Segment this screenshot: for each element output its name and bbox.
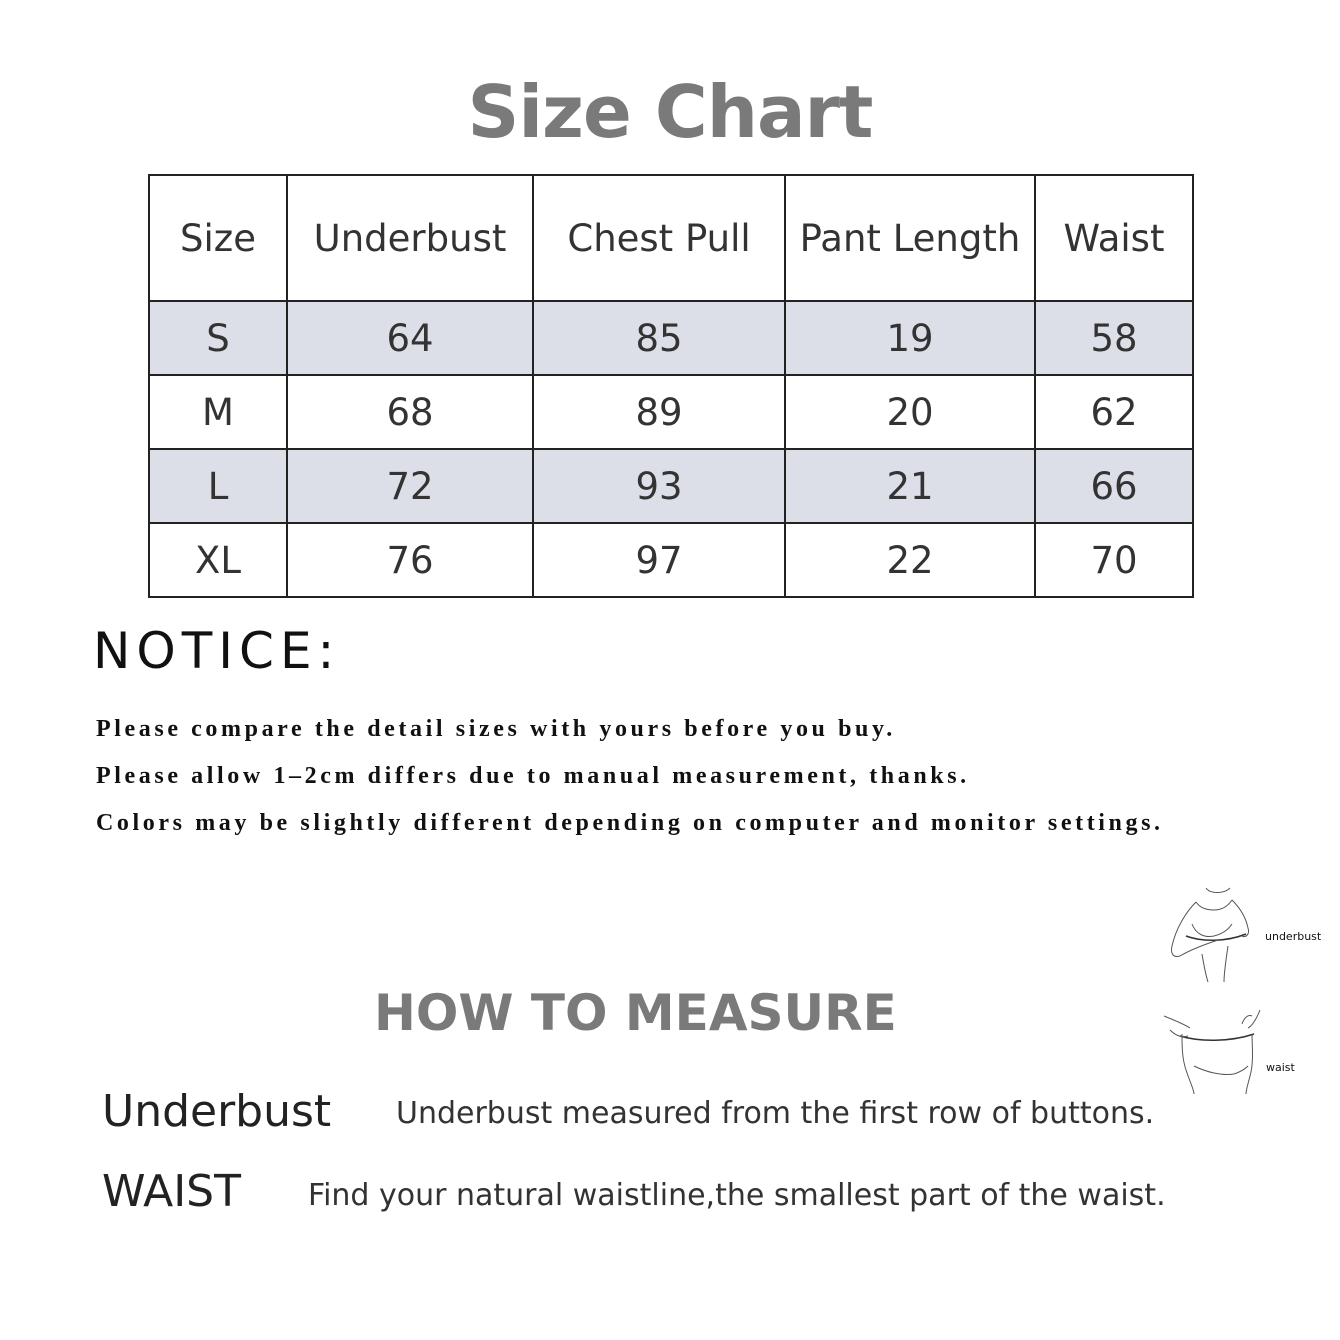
notice-line: Colors may be slightly different depending on computer and monitor settings. [96, 810, 1164, 836]
table-cell: L [149, 449, 287, 523]
table-cell: 76 [287, 523, 533, 597]
table-cell: 19 [785, 301, 1035, 375]
header-pant-length: Pant Length [785, 175, 1035, 301]
table-cell: 66 [1035, 449, 1193, 523]
table-cell: 22 [785, 523, 1035, 597]
table-cell: 21 [785, 449, 1035, 523]
table-cell: XL [149, 523, 287, 597]
notice-line: Please compare the detail sizes with yours before you buy. [96, 716, 896, 742]
table-cell: 93 [533, 449, 785, 523]
table-row [149, 523, 1193, 597]
underbust-figure-label: underbust [1265, 930, 1322, 943]
how-to-measure-heading: HOW TO MEASURE [374, 984, 897, 1042]
table-cell: 72 [287, 449, 533, 523]
table-cell: 70 [1035, 523, 1193, 597]
waist-figure-illustration [1160, 1006, 1264, 1096]
table-cell: M [149, 375, 287, 449]
table-header-row [149, 175, 1193, 301]
table-cell: 68 [287, 375, 533, 449]
table-row [149, 449, 1193, 523]
header-chest-pull: Chest Pull [533, 175, 785, 301]
table-row [149, 375, 1193, 449]
waist-description: Find your natural waistline,the smallest part of the waist. [308, 1178, 1166, 1213]
table-cell: 97 [533, 523, 785, 597]
table-row [149, 301, 1193, 375]
table-cell: 89 [533, 375, 785, 449]
size-table [148, 174, 1194, 598]
table-cell: S [149, 301, 287, 375]
underbust-figure-illustration [1166, 884, 1262, 984]
page-title: Size Chart [467, 70, 873, 154]
table-cell: 58 [1035, 301, 1193, 375]
header-waist: Waist [1035, 175, 1193, 301]
underbust-term: Underbust [102, 1086, 332, 1137]
table-cell: 20 [785, 375, 1035, 449]
header-underbust: Underbust [287, 175, 533, 301]
notice-line: Please allow 1–2cm differs due to manual measurement, thanks. [96, 763, 970, 789]
table-cell: 62 [1035, 375, 1193, 449]
header-size: Size [149, 175, 287, 301]
waist-figure-label: waist [1266, 1061, 1295, 1074]
underbust-description: Underbust measured from the first row of buttons. [396, 1096, 1155, 1131]
notice-heading: NOTICE: [93, 622, 341, 680]
table-cell: 85 [533, 301, 785, 375]
table-cell: 64 [287, 301, 533, 375]
waist-term: WAIST [102, 1166, 241, 1217]
